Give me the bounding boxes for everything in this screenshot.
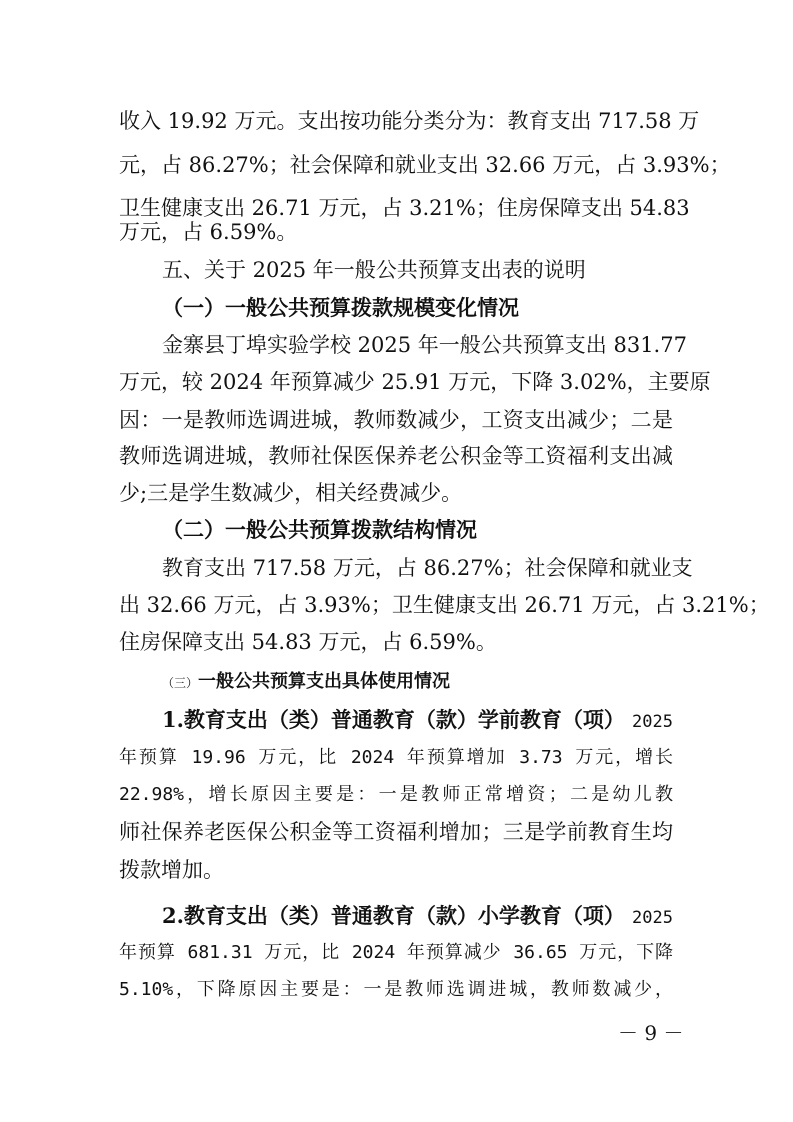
body-line: 教育支出 717.58 万元，占 86.27%；社会保障和就业支 (162, 556, 693, 580)
body-line: 卫生健康支出 26.71 万元，占 3.21%；住房保障支出 54.83 (119, 196, 690, 220)
page-number: － 9 － (618, 1021, 684, 1045)
item-heading-line (162, 705, 673, 737)
body-line: 元，占 86.27%；社会保障和就业支出 32.66 万元，占 3.93%； (119, 153, 731, 177)
body-line: 教师选调进城，教师社保医保养老公积金等工资福利支出减 (119, 444, 673, 468)
body-line: 少;三是学生数减少，相关经费减少。 (119, 481, 463, 505)
body-line: 拨款增加。 (119, 858, 224, 882)
subsection-heading: （二）一般公共预算拨款结构情况 (162, 517, 477, 542)
body-line: 住房保障支出 54.83 万元，占 6.59%。 (119, 630, 497, 654)
section-heading: 五、关于 2025 年一般公共预算支出表的说明 (162, 258, 586, 282)
item-heading-line (162, 901, 673, 933)
item-year: 2025 (632, 908, 673, 928)
subsection-number: （三） (162, 676, 199, 690)
body-line: 因：一是教师选调进城，教师数减少，工资支出减少；二是 (119, 408, 673, 432)
body-line: 年预算 681.31 万元，比 2024 年预算减少 36.65 万元，下降 (119, 942, 673, 963)
body-line: 出 32.66 万元，占 3.93%；卫生健康支出 26.71 万元，占 3.21%； (119, 593, 770, 617)
item-heading: 1.教育支出（类）普通教育（款）学前教育（项） (162, 707, 625, 732)
body-line: 金寨县丁埠实验学校 2025 年一般公共预算支出 831.77 (162, 333, 687, 357)
subsection-title: 一般公共预算支出具体使用情况 (198, 671, 451, 692)
item-year: 2025 (632, 712, 673, 732)
body-line: 5.10%，下降原因主要是：一是教师选调进城，教师数减少， (119, 979, 673, 1000)
body-line: 万元，较 2024 年预算减少 25.91 万元，下降 3.02%，主要原 (119, 370, 711, 394)
item-heading: 2.教育支出（类）普通教育（款）小学教育（项） (162, 903, 625, 928)
body-line: 万元，占 6.59%。 (119, 220, 298, 244)
subsection-heading: （一）一般公共预算拨款规模变化情况 (162, 295, 519, 320)
subsection-heading (162, 667, 450, 698)
body-line: 师社保养老医保公积金等工资福利增加；三是学前教育生均 (119, 820, 673, 844)
body-line: 22.98%，增长原因主要是：一是教师正常增资；二是幼儿教 (119, 784, 673, 805)
body-line: 年预算 19.96 万元，比 2024 年预算增加 3.73 万元，增长 (119, 747, 673, 768)
body-line: 收入 19.92 万元。支出按功能分类分为：教育支出 717.58 万 (119, 109, 700, 133)
